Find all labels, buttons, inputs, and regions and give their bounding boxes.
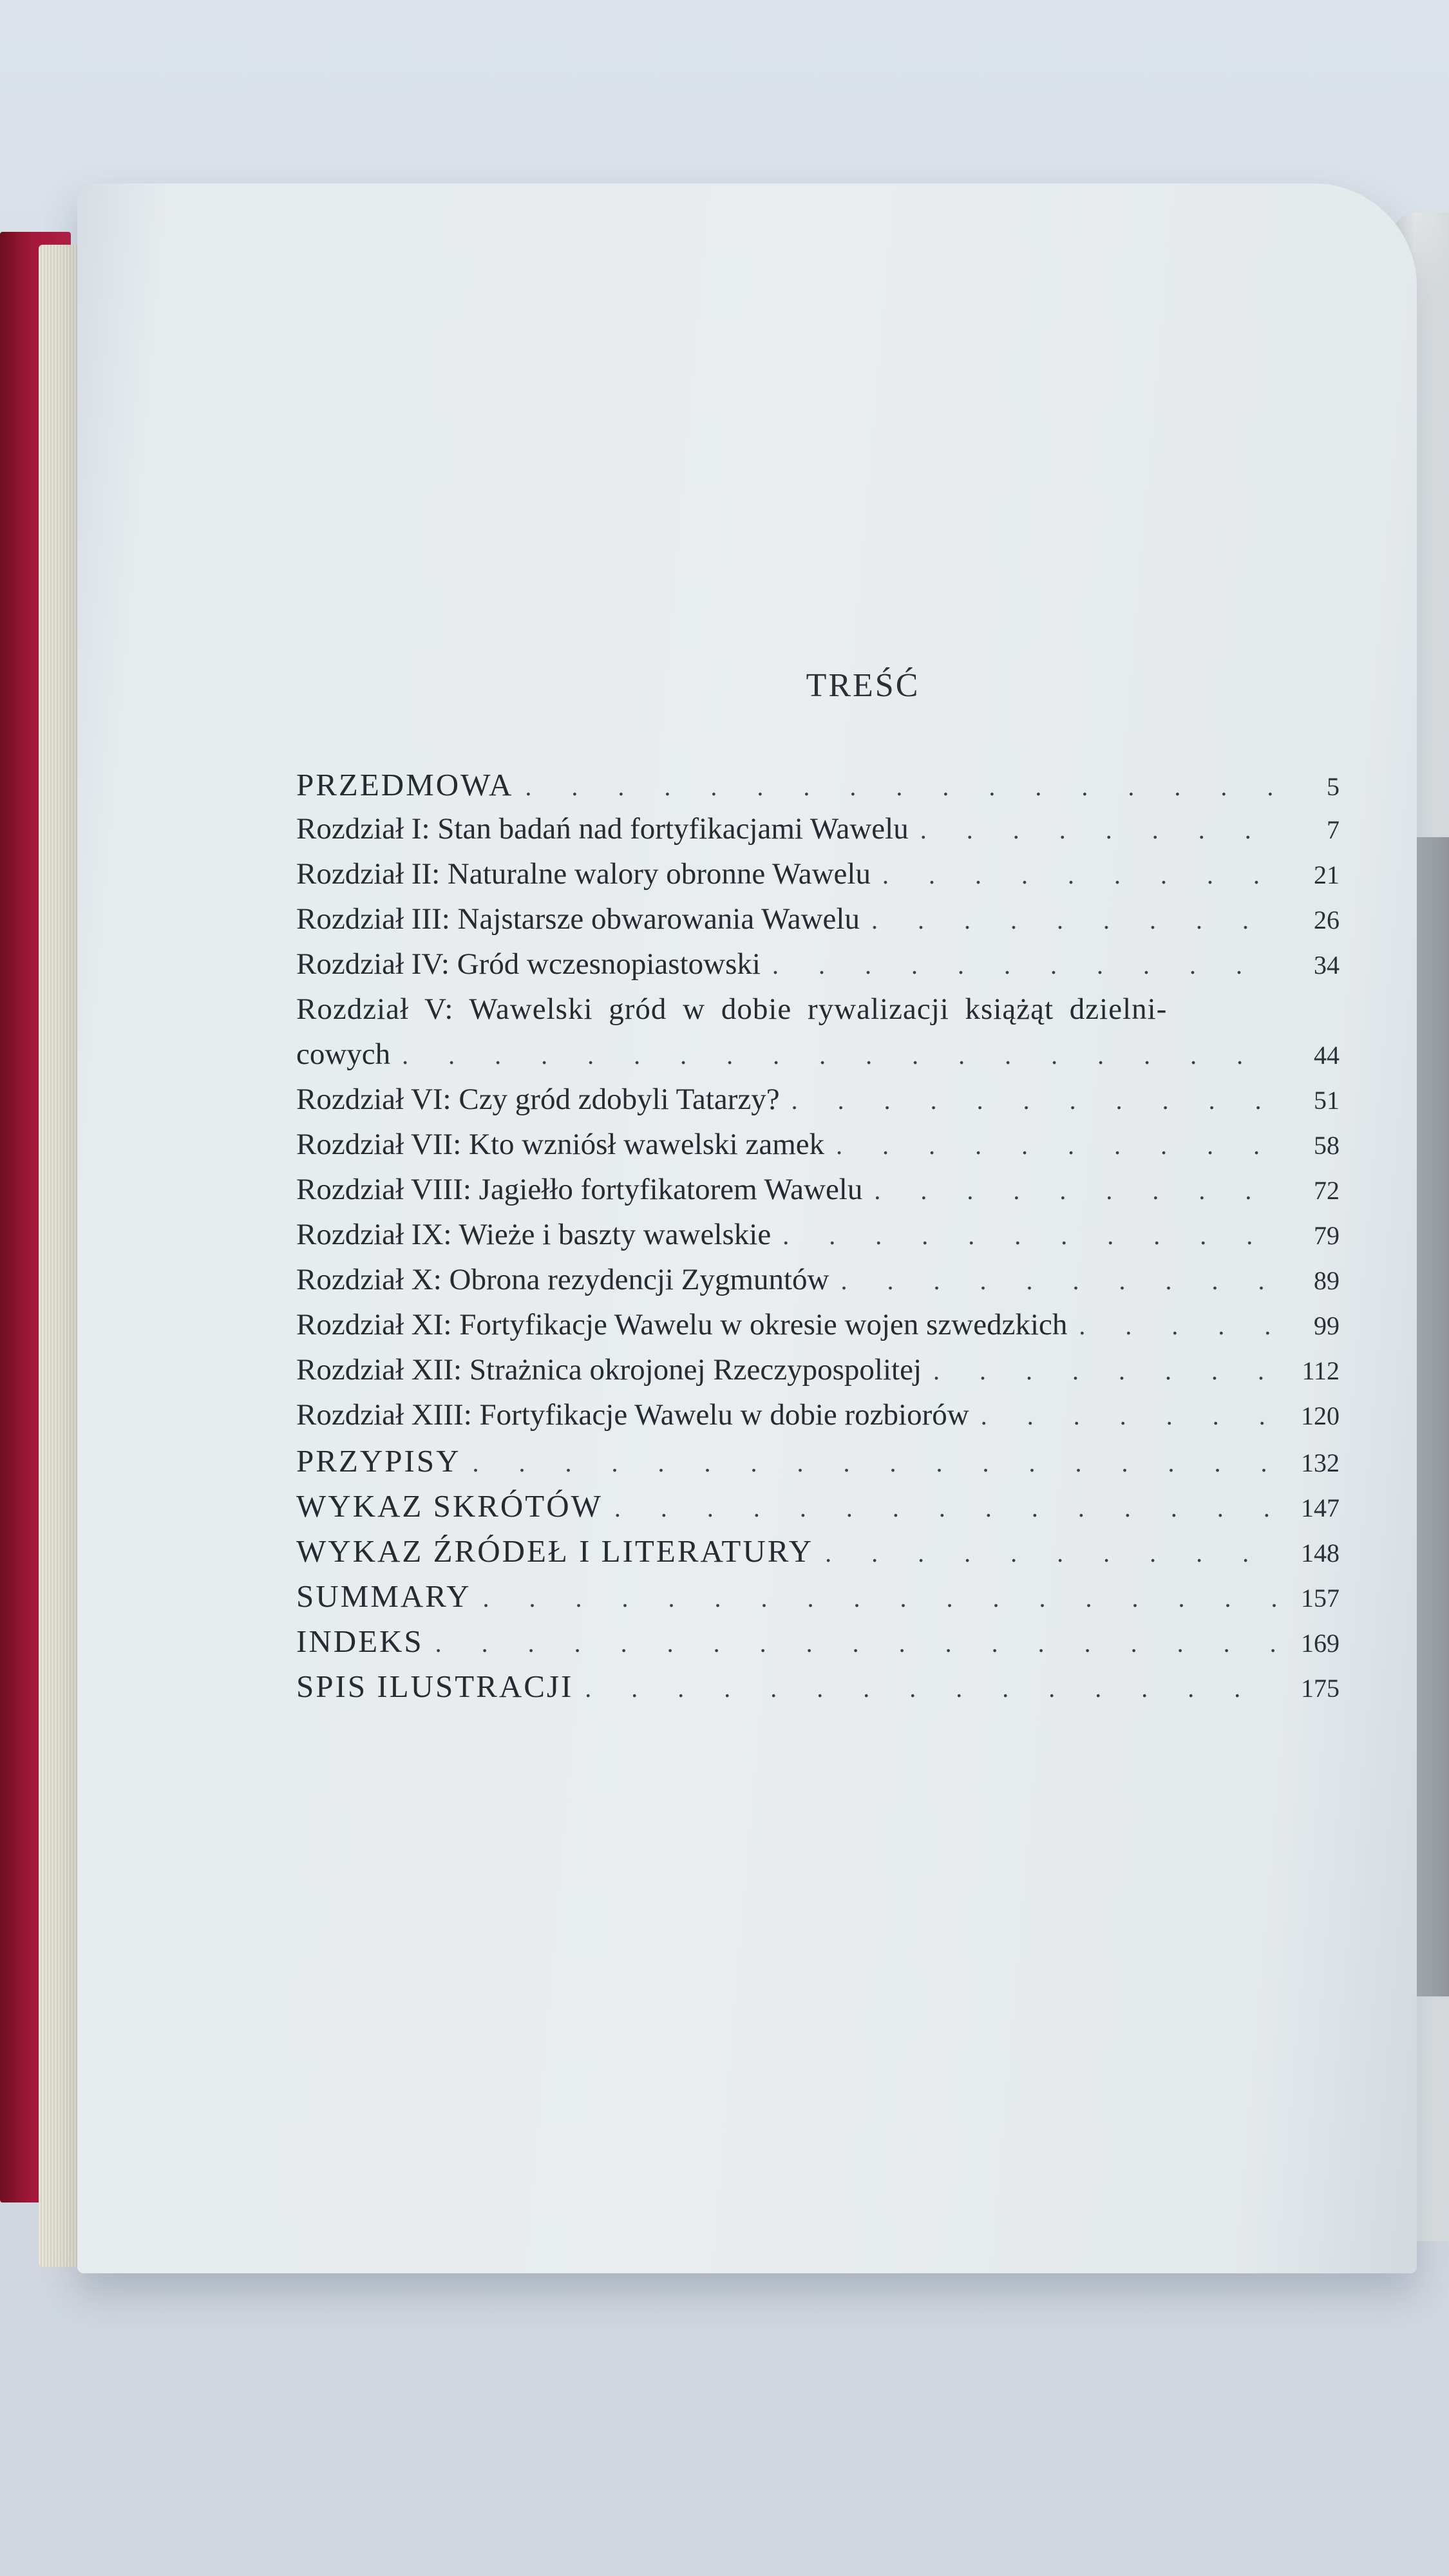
toc-entry xyxy=(296,992,1340,1082)
toc-entry-page: 157 xyxy=(1301,1584,1340,1613)
toc-entry-label: SPIS ILUSTRACJI xyxy=(296,1669,574,1704)
toc-entry xyxy=(296,1397,1340,1443)
toc-leader-dots xyxy=(435,1628,1276,1658)
toc-entry xyxy=(296,1172,1340,1217)
toc-entry-label: Rozdział I: Stan badań nad fortyfikacjami Wawelu xyxy=(296,812,909,846)
toc-leader-dots xyxy=(402,1040,1276,1070)
toc-entry-label-continued: cowych xyxy=(296,1037,391,1071)
toc-entry-page: 58 xyxy=(1314,1131,1340,1160)
toc-leader-dots xyxy=(1079,1311,1276,1341)
toc-entry-page: 147 xyxy=(1301,1493,1340,1522)
toc-entry-label: INDEKS xyxy=(296,1624,424,1659)
toc-leader-dots xyxy=(472,1448,1276,1478)
table-of-contents xyxy=(296,766,1340,1713)
toc-entry-page: 21 xyxy=(1314,860,1340,889)
toc-leader-dots xyxy=(614,1493,1276,1523)
toc-entry xyxy=(296,857,1340,902)
toc-leader-dots xyxy=(882,860,1276,890)
toc-leader-dots xyxy=(585,1673,1276,1703)
toc-entry-page: 169 xyxy=(1301,1629,1340,1658)
toc-leader-dots xyxy=(874,1175,1276,1206)
toc-entry xyxy=(296,1352,1340,1397)
toc-leader-dots xyxy=(772,950,1276,980)
toc-leader-dots xyxy=(981,1401,1276,1431)
toc-entry xyxy=(296,1082,1340,1127)
toc-leader-dots xyxy=(840,1265,1276,1296)
toc-entry-label: PRZEDMOWA xyxy=(296,767,514,802)
toc-heading: TREŚĆ xyxy=(806,667,920,704)
toc-entry-label: Rozdział IX: Wieże i baszty wawelskie xyxy=(296,1218,772,1251)
toc-entry-label: SUMMARY xyxy=(296,1578,471,1614)
toc-entry xyxy=(296,902,1340,947)
toc-entry-page: 34 xyxy=(1314,951,1340,980)
toc-entry xyxy=(296,1488,1340,1533)
toc-entry-page: 89 xyxy=(1314,1266,1340,1295)
toc-leader-dots xyxy=(836,1130,1276,1160)
toc-leader-dots xyxy=(525,772,1276,802)
toc-entry xyxy=(296,1217,1340,1262)
toc-entry-page: 44 xyxy=(1314,1041,1340,1070)
toc-entry xyxy=(296,1262,1340,1307)
toc-entry-page: 175 xyxy=(1301,1674,1340,1703)
toc-entry-page: 79 xyxy=(1314,1221,1340,1250)
toc-entry-label: Rozdział XIII: Fortyfikacje Wawelu w dobie rozbiorów xyxy=(296,1398,969,1432)
toc-entry-page: 120 xyxy=(1301,1401,1340,1430)
toc-entry-label: Rozdział XI: Fortyfikacje Wawelu w okresie wojen szwedzkich xyxy=(296,1308,1068,1341)
toc-leader-dots xyxy=(933,1356,1276,1386)
toc-leader-dots xyxy=(825,1538,1276,1568)
toc-entry-label: Rozdział II: Naturalne walory obronne Wawelu xyxy=(296,857,871,891)
toc-entry-page: 72 xyxy=(1314,1176,1340,1205)
toc-entry xyxy=(296,1127,1340,1172)
toc-entry-page: 148 xyxy=(1301,1539,1340,1567)
toc-entry-label: WYKAZ ŹRÓDEŁ I LITERATURY xyxy=(296,1533,814,1569)
toc-entry xyxy=(296,1668,1340,1713)
toc-entry-page: 132 xyxy=(1301,1448,1340,1477)
toc-entry xyxy=(296,1623,1340,1668)
toc-entry-page: 26 xyxy=(1314,905,1340,934)
toc-entry xyxy=(296,1443,1340,1488)
toc-entry-label: Rozdział X: Obrona rezydencji Zygmuntów xyxy=(296,1263,829,1296)
toc-entry-label: Rozdział VI: Czy gród zdobyli Tatarzy? xyxy=(296,1083,780,1116)
toc-leader-dots xyxy=(782,1220,1276,1251)
toc-entry xyxy=(296,1578,1340,1623)
toc-leader-dots xyxy=(791,1085,1276,1115)
toc-entry-label: Rozdział V: Wawelski gród w dobie rywalizacji książąt dzielni- xyxy=(296,992,1168,1026)
toc-entry-label: Rozdział IV: Gród wczesnopiastowski xyxy=(296,947,761,981)
toc-entry-page: 99 xyxy=(1314,1311,1340,1340)
toc-entry-page: 51 xyxy=(1314,1086,1340,1115)
toc-entry xyxy=(296,811,1340,857)
toc-entry-label: Rozdział VIII: Jagiełło fortyfikatorem Wawelu xyxy=(296,1173,863,1206)
toc-entry-continuation xyxy=(296,1037,1340,1082)
toc-leader-dots xyxy=(871,905,1276,935)
toc-leader-dots xyxy=(483,1583,1276,1613)
toc-entry-label: Rozdział VII: Kto wzniósł wawelski zamek xyxy=(296,1128,825,1161)
toc-entry-page: 5 xyxy=(1327,772,1340,801)
toc-entry xyxy=(296,947,1340,992)
toc-entry-page: 7 xyxy=(1327,815,1340,844)
toc-leader-dots xyxy=(920,815,1276,845)
toc-entry-label: Rozdział III: Najstarsze obwarowania Wawelu xyxy=(296,902,860,936)
toc-entry xyxy=(296,1307,1340,1352)
toc-entry-page: 112 xyxy=(1302,1356,1340,1385)
toc-entry-label: Rozdział XII: Strażnica okrojonej Rzeczypospolitej xyxy=(296,1353,922,1387)
toc-entry xyxy=(296,766,1340,811)
toc-entry-label: WYKAZ SKRÓTÓW xyxy=(296,1488,603,1524)
toc-entry xyxy=(296,1533,1340,1578)
toc-entry-label: PRZYPISY xyxy=(296,1443,461,1479)
